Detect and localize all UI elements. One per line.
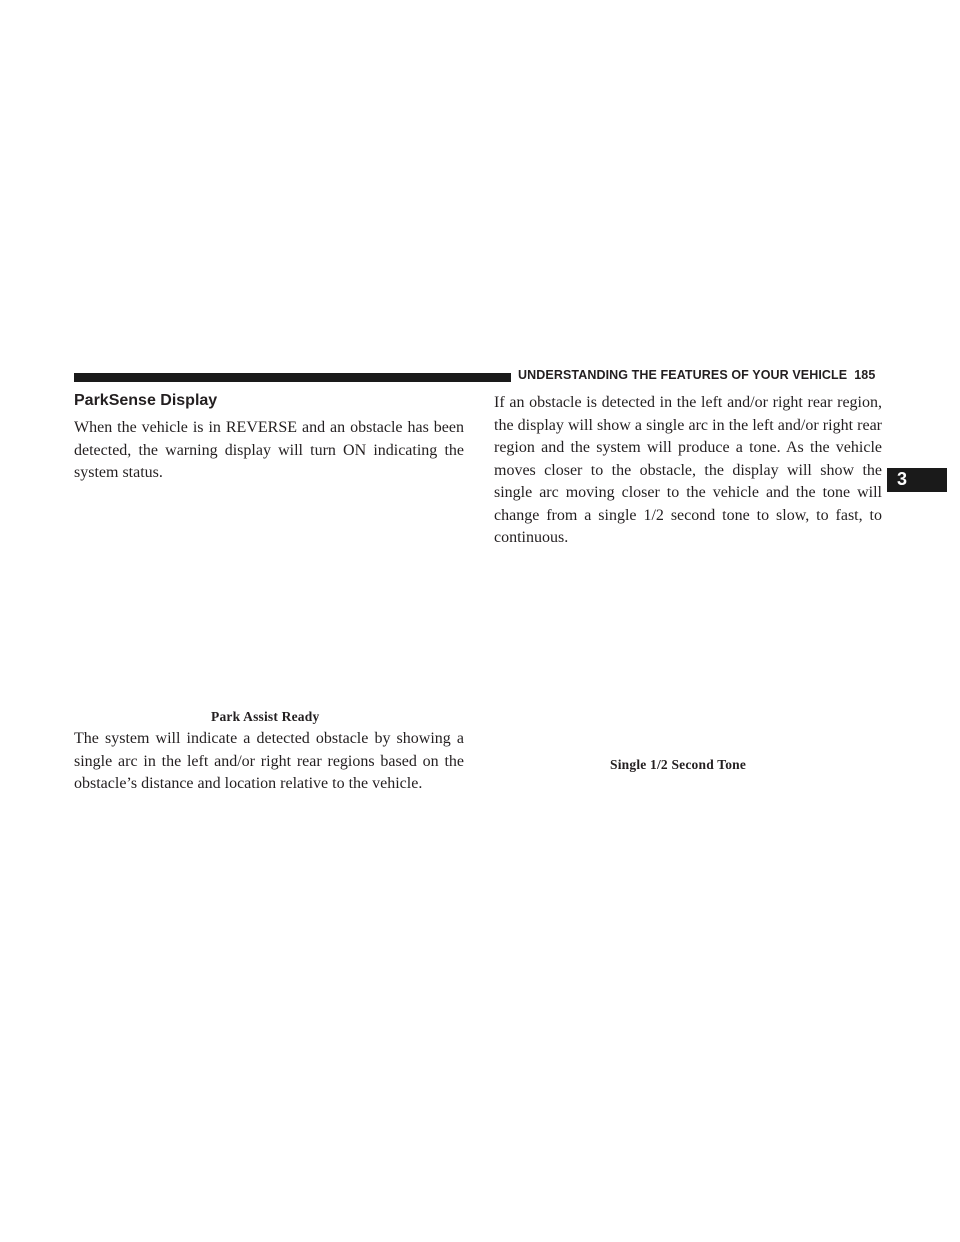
right-paragraph-1: If an obstacle is detected in the left and/or right rear region, the display will show a single arc in the left and/or right rear region and the system will produce a tone. As the vehicle moves closer to the obstacle, the display will show the single arc moving closer to the vehicle and the tone will change from a single 1/2 second tone to slow, to fast, to continuous. bbox=[494, 394, 882, 546]
running-header bbox=[518, 368, 875, 382]
chapter-tab bbox=[887, 468, 947, 492]
figure-caption-single-tone: Single 1/2 Second Tone bbox=[610, 757, 747, 772]
single-tone-figure bbox=[494, 540, 882, 750]
header-rule bbox=[74, 373, 511, 382]
running-header-section: UNDERSTANDING THE FEATURES OF YOUR VEHICLE bbox=[518, 368, 848, 382]
left-paragraph-1: When the vehicle is in REVERSE and an obstacle has been detected, the warning display will turn ON indicating the system status. bbox=[74, 419, 464, 481]
figure-caption-park-assist-ready: Park Assist Ready bbox=[211, 709, 320, 724]
park-assist-ready-figure bbox=[74, 490, 464, 700]
left-paragraph-2: The system will indicate a detected obstacle by showing a single arc in the left and/or right rear regions based on the obstacle’s distance and location relative to the vehicle. bbox=[74, 730, 464, 792]
chapter-number: 3 bbox=[897, 469, 908, 489]
page-number: 185 bbox=[854, 368, 876, 382]
section-title: ParkSense Display bbox=[74, 392, 218, 409]
